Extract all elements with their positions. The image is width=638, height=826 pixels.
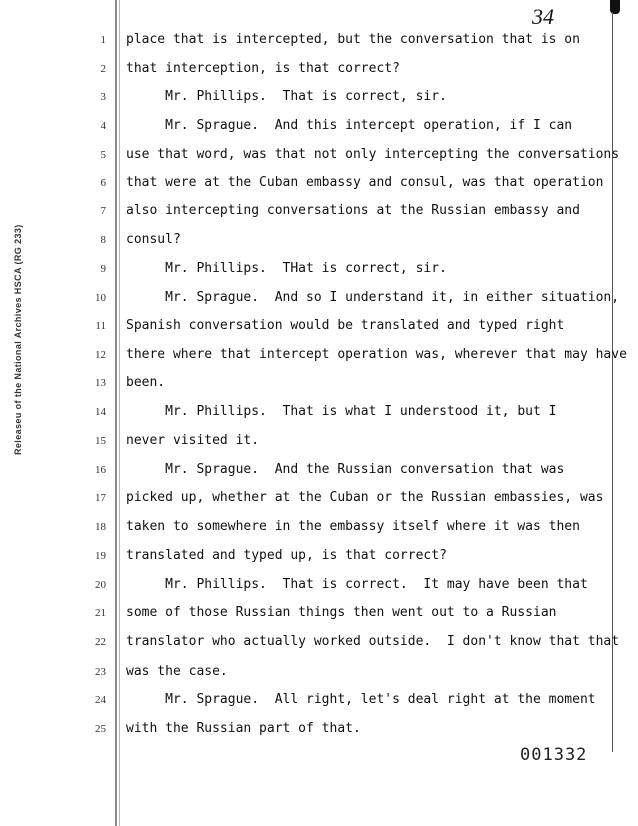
line-text: there where that intercept operation was, wherever that may have [126, 347, 627, 362]
line-number: 8 [100, 234, 106, 246]
line-text: Mr. Sprague. All right, let's deal right at the moment [126, 692, 596, 707]
line-text: that interception, is that correct? [126, 61, 400, 76]
line-text: use that word, was that not only intercepting the conversations [126, 147, 620, 162]
transcript-line [0, 574, 638, 596]
line-text: Mr. Phillips. That is correct, sir. [126, 89, 447, 104]
transcript-line [0, 372, 638, 394]
transcript-line [0, 315, 638, 337]
line-number: 18 [95, 521, 106, 533]
line-number: 16 [95, 464, 106, 476]
line-text: Mr. Phillips. THat is correct, sir. [126, 261, 447, 276]
transcript-line [0, 430, 638, 452]
transcript-line [0, 258, 638, 280]
line-text: Mr. Phillips. That is correct. It may have been that [126, 577, 588, 592]
transcript-line [0, 144, 638, 166]
transcript-line [0, 661, 638, 683]
line-text: that were at the Cuban embassy and consul, was that operation [126, 175, 604, 190]
transcript-line [0, 229, 638, 251]
transcript-line [0, 718, 638, 740]
line-number: 10 [95, 292, 106, 304]
line-number: 1 [100, 34, 106, 46]
line-text: never visited it. [126, 433, 260, 448]
transcript-line [0, 401, 638, 423]
line-number: 22 [95, 636, 106, 648]
transcript-line [0, 516, 638, 538]
line-number: 23 [95, 666, 106, 678]
line-text: also intercepting conversations at the Russian embassy and [126, 203, 580, 218]
line-text: been. [126, 375, 166, 390]
transcript-line [0, 86, 638, 108]
line-number: 25 [95, 723, 106, 735]
line-text: place that is intercepted, but the conversation that is on [126, 32, 580, 47]
line-number: 4 [100, 120, 106, 132]
line-number: 7 [100, 205, 106, 217]
line-number: 21 [95, 607, 106, 619]
line-number: 19 [95, 550, 106, 562]
line-number: 11 [95, 320, 106, 332]
line-text: picked up, whether at the Cuban or the Russian embassies, was [126, 490, 604, 505]
line-number: 20 [95, 579, 106, 591]
line-text: Spanish conversation would be translated and typed right [126, 318, 565, 333]
line-text: translator who actually worked outside. I don't know that that [126, 634, 620, 649]
line-number: 9 [100, 263, 106, 275]
line-text: with the Russian part of that. [126, 721, 361, 736]
line-text: Mr. Sprague. And so I understand it, in either situation, [126, 290, 620, 305]
line-text: consul? [126, 232, 181, 247]
line-number: 6 [100, 177, 106, 189]
transcript-line [0, 200, 638, 222]
transcript-line [0, 459, 638, 481]
transcript-line [0, 115, 638, 137]
transcript-line [0, 172, 638, 194]
transcript-line [0, 487, 638, 509]
line-number: 3 [100, 91, 106, 103]
transcript-line [0, 58, 638, 80]
line-text: Mr. Phillips. That is what I understood it, but I [126, 404, 557, 419]
transcript-line [0, 689, 638, 711]
line-text: Mr. Sprague. And this intercept operation, if I can [126, 118, 573, 133]
line-text: translated and typed up, is that correct? [126, 548, 447, 563]
line-text: Mr. Sprague. And the Russian conversation that was [126, 462, 565, 477]
line-number: 13 [95, 377, 106, 389]
transcript-line [0, 29, 638, 51]
transcript-line [0, 602, 638, 624]
document-id-stamp: 001332 [520, 745, 588, 765]
line-number: 5 [100, 149, 106, 161]
transcript-line [0, 287, 638, 309]
transcript-line [0, 344, 638, 366]
transcript-line [0, 631, 638, 653]
line-text: some of those Russian things then went out to a Russian [126, 605, 557, 620]
line-number: 2 [100, 63, 106, 75]
transcript-line [0, 545, 638, 567]
line-number: 24 [95, 694, 106, 706]
line-number: 15 [95, 435, 106, 447]
line-number: 14 [95, 406, 106, 418]
archive-release-stamp-text: Releaseu of the National Archives HSCA (RG 233) [13, 224, 23, 455]
line-number: 17 [95, 492, 106, 504]
line-number: 12 [95, 349, 106, 361]
line-text: was the case. [126, 664, 228, 679]
page-number: 34 [532, 4, 554, 29]
line-text: taken to somewhere in the embassy itself where it was then [126, 519, 580, 534]
